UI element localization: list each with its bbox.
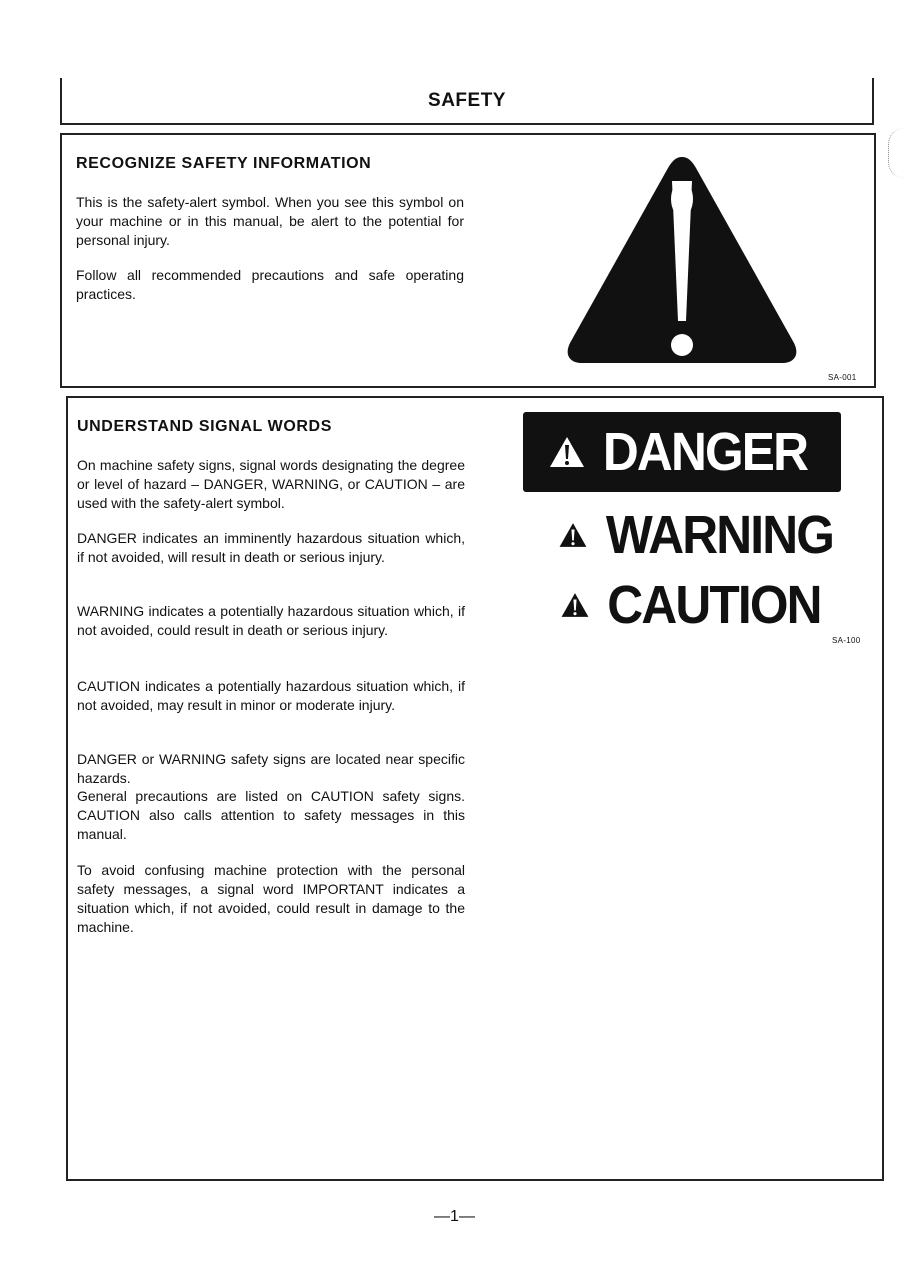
paragraph: DANGER indicates an imminently hazardous situation which, if not avoided, will result in death or serious injury. <box>77 530 465 565</box>
danger-word: DANGER <box>602 422 808 482</box>
alert-triangle-icon <box>560 591 590 619</box>
paragraph: CAUTION indicates a potentially hazardous situation which, if not avoided, may result in minor or moderate injury. <box>77 678 465 713</box>
scan-edge-mark <box>888 128 909 178</box>
figure-label: SA-100 <box>832 636 861 645</box>
paragraph: General precautions are listed on CAUTION safety signs. CAUTION also calls attention to safety messages in this manual. <box>77 788 465 842</box>
paragraph: DANGER or WARNING safety signs are located near specific hazards. <box>77 751 465 786</box>
figure-label: SA-001 <box>828 373 857 382</box>
section-recognize-safety-information <box>60 133 876 388</box>
safety-alert-triangle-icon <box>562 151 802 367</box>
danger-sign <box>523 412 841 492</box>
caution-sign <box>560 574 830 636</box>
paragraph: WARNING indicates a potentially hazardous situation which, if not avoided, could result in death or serious injury. <box>77 603 465 638</box>
alert-triangle-icon <box>558 521 588 549</box>
alert-triangle-icon <box>548 435 586 469</box>
paragraph: On machine safety signs, signal words designating the degree or level of hazard – DANGER, WARNING, or CAUTION – are used with the safety-alert symbol. <box>77 457 465 511</box>
paragraph: Follow all recommended precautions and safe operating practices. <box>76 267 464 302</box>
page-number: —1— <box>434 1208 475 1225</box>
paragraph: To avoid confusing machine protection with the personal safety messages, a signal word IMPORTANT indicates a situation which, if not avoided, could result in damage to the machine. <box>77 862 465 935</box>
page-title: SAFETY <box>428 90 506 111</box>
paragraph: This is the safety-alert symbol. When you see this symbol on your machine or in this manual, be alert to the potential for personal injury. <box>76 194 464 248</box>
section-heading: RECOGNIZE SAFETY INFORMATION <box>76 155 372 172</box>
caution-word: CAUTION <box>607 575 821 635</box>
section-heading: UNDERSTAND SIGNAL WORDS <box>77 418 332 435</box>
warning-sign <box>558 504 843 566</box>
section-understand-signal-words <box>66 396 884 1181</box>
warning-word: WARNING <box>605 505 834 565</box>
